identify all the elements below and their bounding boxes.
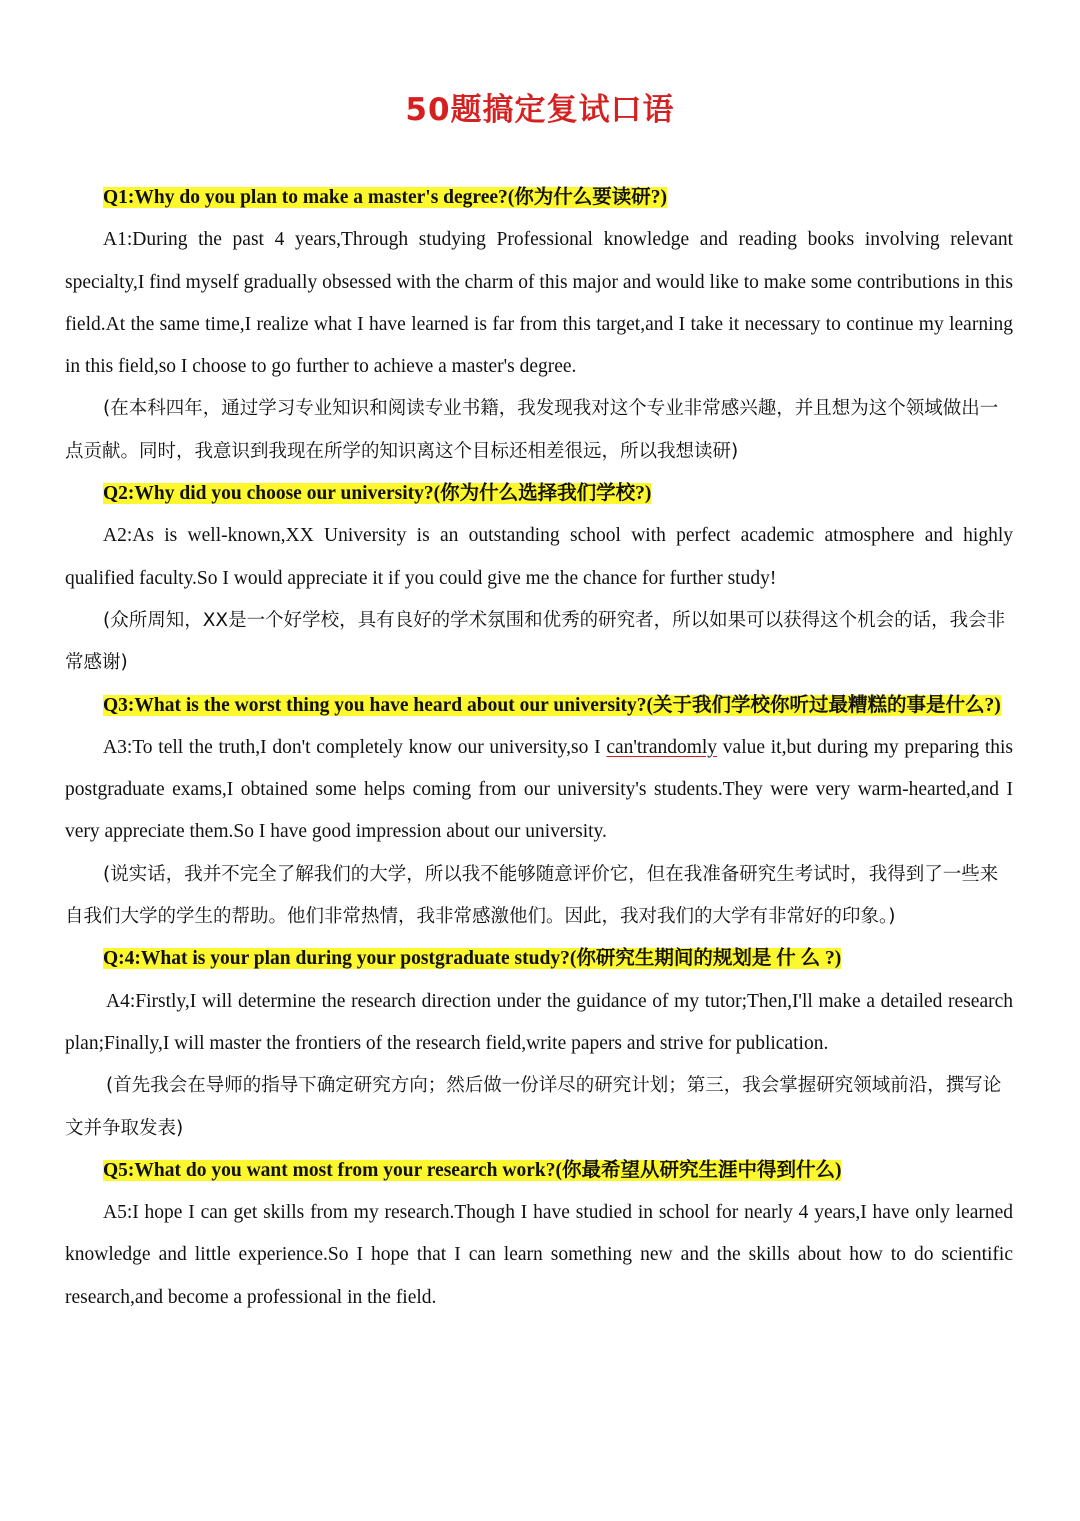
question-4 — [65, 938, 1013, 980]
answer-3 — [65, 727, 1013, 854]
answer-5: A5:I hope I can get skills from my research.Though I have studied in school for nearly 4 years,I have only learned knowledge and little experience.So I hope that I can learn something new and the skills about how to do scientific research,and become a professional in the field. — [65, 1202, 1013, 1308]
page-title: 50题搞定复试口语 — [405, 92, 675, 128]
question-5-highlight: Q5:What do you want most from your research work?(你最希望从研究生涯中得到什么) — [103, 1159, 842, 1181]
question-1-highlight: Q1:Why do you plan to make a master's degree?(你为什么要读研?) — [103, 187, 668, 208]
answer-3-underlined: can'trandomly — [606, 736, 718, 758]
question-2-highlight: Q2:Why did you choose our university?(你为什么选择我们学校?) — [103, 483, 652, 505]
answer-2: A2:As is well-known,XX University is an outstanding school with perfect academic atmosphere and highly qualified faculty.So I would appreciate it if you could give me the chance for further study! — [65, 525, 1013, 589]
question-3-highlight: Q3:What is the worst thing you have heard about our university?(关于我们学校你听过最糟糕的事是什么?) — [103, 694, 1001, 716]
translation-2: (众所周知，XX是一个好学校，具有良好的学术氛围和优秀的研究者，所以如果可以获得这个机会的话，我会非常感谢) — [65, 609, 1006, 674]
answer-3-part-2: value it,but during my preparing this postgraduate exams,I obtained some helps coming from our university's students.They were very warm-hearted,and I very appreciate them.So I have good impression about our university. — [65, 736, 1013, 843]
translation-3: (说实话，我并不完全了解我们的大学，所以我不能够随意评价它，但在我准备研究生考试时，我得到了一些来自我们大学的学生的帮助。他们非常热情，我非常感激他们。因此，我对我们的大学有非常好的印象。) — [65, 863, 999, 928]
answer-4: A4:Firstly,I will determine the research direction under the guidance of my tutor;Then,I'll make a detailed research plan;Finally,I will master the frontiers of the research field,write papers and strive for publication. — [65, 990, 1013, 1054]
question-1 — [65, 177, 1013, 219]
question-3 — [65, 685, 1013, 727]
translation-4: (首先我会在导师的指导下确定研究方向；然后做一份详尽的研究计划；第三，我会掌握研究领域前沿，撰写论文并争取发表) — [65, 1075, 1002, 1139]
answer-1: A1:During the past 4 years,Through studying Professional knowledge and reading books involving relevant specialty,I find myself gradually obsessed with the charm of this major and would like to make some contributions in this field.At the same time,I realize what I have learned is far from this target,and I take it necessary to continue my learning in this field,so I choose to go further to achieve a master's degree. — [65, 229, 1013, 378]
question-5 — [65, 1150, 1013, 1192]
translation-1: (在本科四年，通过学习专业知识和阅读专业书籍，我发现我对这个专业非常感兴趣，并且想为这个领域做出一点贡献。同时，我意识到我现在所学的知识离这个目标还相差很远，所以我想读研) — [65, 398, 999, 462]
question-4-highlight: Q:4:What is your plan during your postgraduate study?(你研究生期间的规划是 什 么 ?) — [103, 948, 842, 970]
answer-3-part-1: A3:To tell the truth,I don't completely know our university,so I — [103, 736, 607, 758]
question-2 — [65, 473, 1013, 515]
qa-content — [65, 177, 1013, 1319]
